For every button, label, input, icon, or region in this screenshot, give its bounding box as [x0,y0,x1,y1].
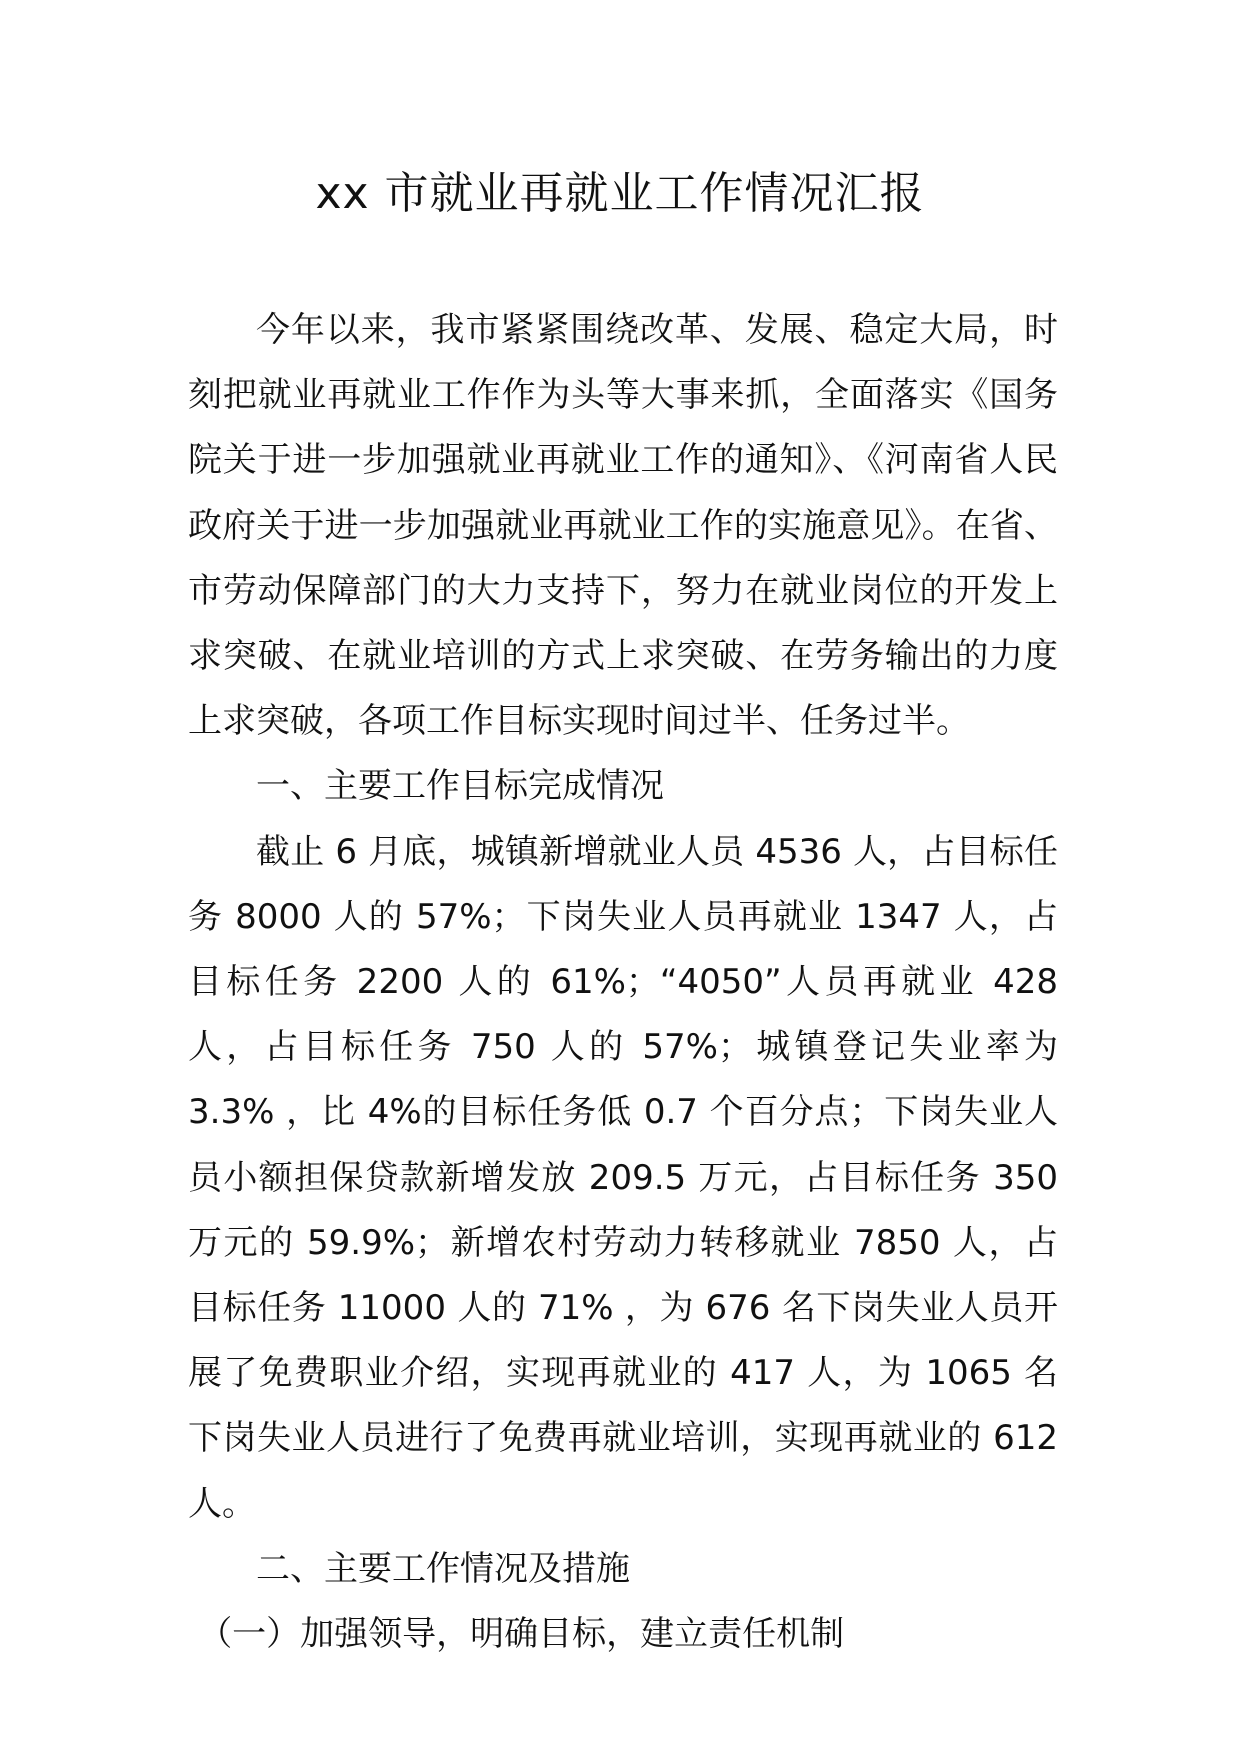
document-title: xx 市就业再就业工作情况汇报 [315,168,925,219]
section-heading-2: 二、主要工作情况及措施 [256,1548,630,1589]
targets-paragraph: 截止 6 月底，城镇新增就业人员 4536 人，占目标任务 8000 人的 57%；下岗失业人员再就业 1347 人，占目标任务 2200 人的 61%；“4050”人员再就业 428 人，占目标任务 750 人的 57%；城镇登记失业率为 3.3% ，比 4%的目标任务低 0.7 个百分点；下岗失业人员小额担保贷款新增发放 209.5 万元，占目标任务 350 万元的 59.9%；新增农村劳动力转移就业 7850 人，占目标任务 11000 人的 71% ，为 676 名下岗失业人员开展了免费职业介绍，实现再就业的 417 人，为 1065 名下岗失业人员进行了免费再就业培训，实现再就业的 612 人。 [188,831,1058,1524]
section-heading-1: 一、主要工作目标完成情况 [256,766,664,807]
intro-paragraph: 今年以来，我市紧紧围绕改革、发展、稳定大局，时刻把就业再就业工作作为头等大事来抓，全面落实《国务院关于进一步加强就业再就业工作的通知》、《河南省人民政府关于进一步加强就业再就业工作的实施意见》。在省、市劳动保障部门的大力支持下，努力在就业岗位的开发上求突破、在就业培训的方式上求突破、在劳务输出的力度上求突破，各项工作目标实现时间过半、任务过半。 [188,310,1058,742]
subsection-heading-1: （一）加强领导，明确目标，建立责任机制 [198,1614,845,1655]
document-body [188,298,1058,1667]
